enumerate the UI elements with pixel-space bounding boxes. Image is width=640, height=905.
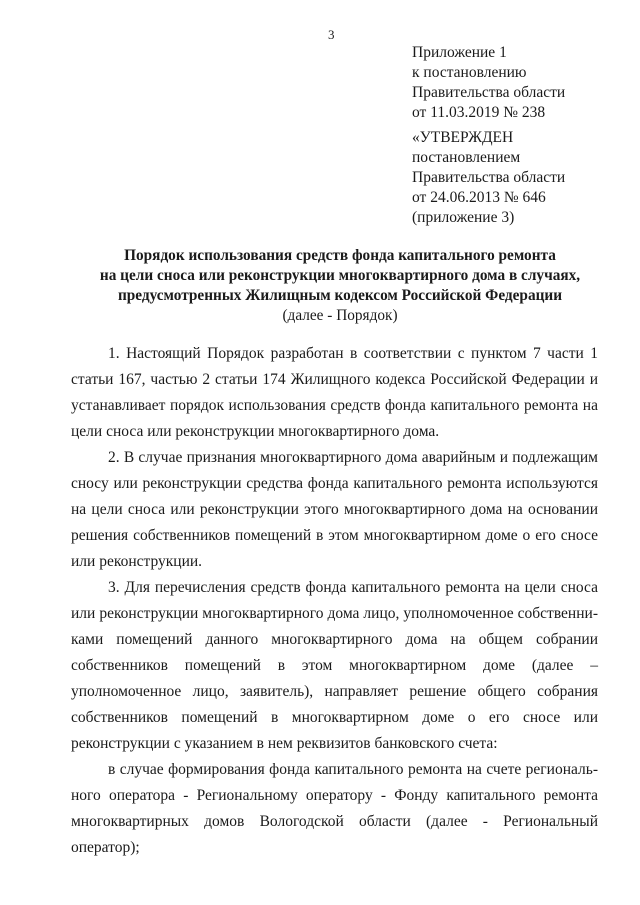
approval-line: постановлением — [412, 149, 521, 166]
paragraph-3-item: в случае формирования фонда капитального ремонта на счете регионального оператора - Региональному оператору - Фонду капитального ремонта многоквартирных домов Вологодской области (далее - Региональный оператор); — [71, 761, 598, 856]
appendix-reference — [412, 43, 565, 123]
approval-line: «УТВЕРЖДЕН — [412, 129, 514, 146]
paragraph-2: 2. В случае признания многоквартирного дома аварийным и подлежащим сносу или реконструкции средства фонда капитального ремонта используются на цели сноса или реконструкции этого многоквартирного дома на основании решения собственников помещений в этом многоквартирном доме о его сносе или реконструкции. — [71, 449, 598, 570]
document-body — [71, 341, 598, 861]
appendix-line: Приложение 1 — [412, 44, 507, 61]
title-line: предусмотренных Жилищным кодексом Российской Федерации — [117, 287, 563, 304]
appendix-line: к постановлению — [412, 64, 527, 81]
approval-line: от 24.06.2013 № 646 — [412, 189, 546, 206]
paragraph-3: 3. Для перечисления средств фонда капитального ремонта на цели сноса или реконструкции многоквартирного дома лицо, уполномоченное собственниками помещений данного многоквартирного дома на общем собрании собственников помещений в этом многоквартирном доме (далее – уполномоченное лицо, заявитель), направляет решение общего собрания собственников помещений в многоквартирном доме о его сносе или реконструкции с указанием в нем реквизитов банковского счета: — [71, 579, 598, 752]
approval-line: (приложение 3) — [412, 209, 515, 226]
title-subtitle: (далее - Порядок) — [282, 307, 398, 324]
document-title — [60, 246, 620, 326]
appendix-line: Правительства области — [412, 84, 566, 101]
approval-stamp-text — [412, 128, 565, 228]
title-line: на цели сноса или реконструкции многоквартирного дома в случаях, — [99, 267, 581, 284]
appendix-line: от 11.03.2019 № 238 — [412, 104, 546, 121]
approval-line: Правительства области — [412, 169, 566, 186]
page-number: 3 — [328, 27, 335, 42]
paragraph-1: 1. Настоящий Порядок разработан в соответствии с пунктом 7 части 1 статьи 167, частью 2 статьи 174 Жилищного кодекса Российской Федерации и устанавливает порядок использования средств фонда капитального ремонта на цели сноса или реконструкции многоквартирного дома. — [71, 345, 598, 440]
title-line: Порядок использования средств фонда капитального ремонта — [124, 247, 556, 264]
